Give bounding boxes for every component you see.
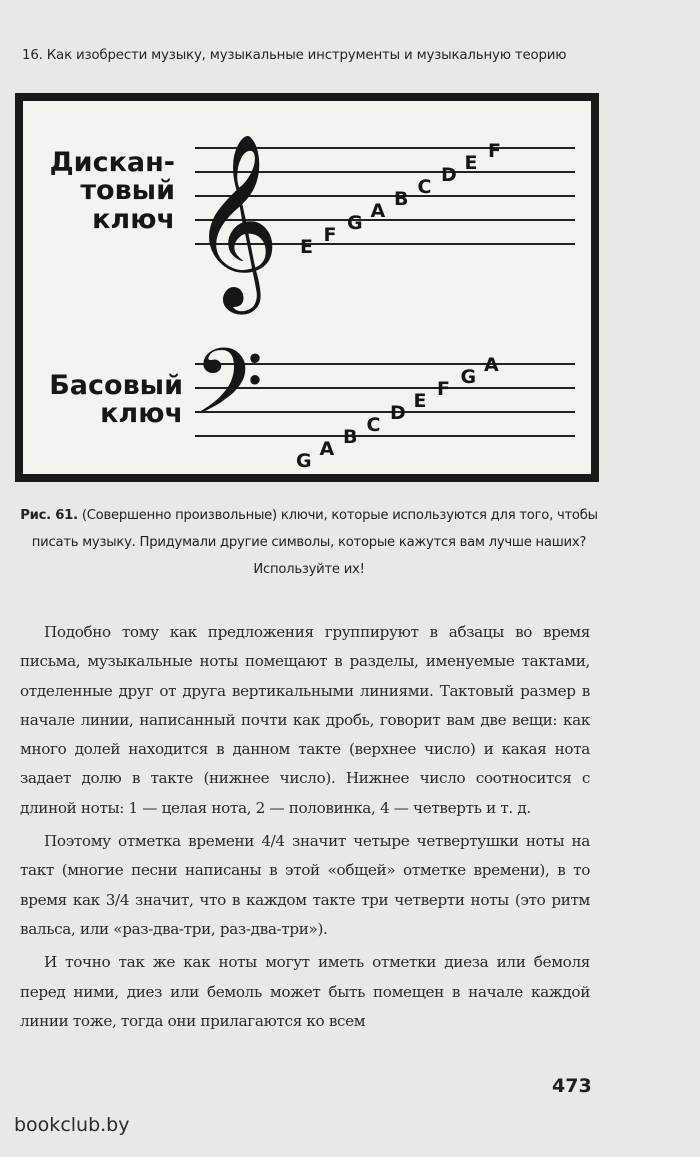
bass-label-line: Басовый [49,370,183,401]
bass-note-0: G [296,450,312,472]
bass-note-2: B [343,426,358,448]
caption-text: (Совершенно произвольные) ключи, которые используются для того, чтобы писать музыку. Придумали другие символы, которые кажутся вам лучше наших? Используйте их! [31,508,598,577]
bass-note-1: A [319,438,335,460]
treble-note-4: B [394,188,409,210]
bass-clef-icon: 𝄢 [193,329,264,457]
treble-label-line: товый [80,175,175,207]
treble-note-7: E [464,152,478,174]
treble-note-2: G [347,212,363,234]
treble-label-line: Дискан- [49,147,175,178]
bass-note-6: F [437,378,450,400]
running-head: 16. Как изобрести музыку, музыкальные инструменты и музыкальную теорию [22,48,567,63]
treble-note-8: F [488,140,501,162]
treble-note-0: E [300,236,313,258]
watermark-text: bookclub.by [14,1114,130,1136]
treble-label-line: ключ [92,203,175,235]
treble-note-letters [300,140,501,258]
body-text [20,618,590,1036]
treble-clef-icon: 𝄞 [191,133,280,307]
paragraph: Подобно тому как предложения группируют в абзацы во время письма, музыкальные ноты помещают в разделы, именуемые тактами, отделенные друг от друга вертикальными линиями. Тактовый размер в начале линии, написанный почти как дробь, говорит вам две вещи: как много долей находится в данном такте (верхнее число) и какая нота задает долю в такте (нижнее число). Нижнее число соотносится с длиной ноты: 1 — целая нота, 2 — половинка, 4 — четверть и т. д. [20,623,590,817]
treble-note-5: C [417,176,432,198]
bass-note-3: C [366,414,381,436]
treble-note-3: A [370,200,386,222]
figure-number: Рис. 61. [20,508,78,523]
treble-clef-label [45,149,175,234]
paragraph: И точно так же как ноты могут иметь отметки диеза или бемоля перед ними, диез или бемоль может быть помещен в начале каждой линии тоже, тогда они прилагаются ко всем [20,953,590,1030]
bass-clef-label [33,372,183,429]
treble-note-1: F [323,224,337,246]
treble-note-6: D [441,164,457,186]
bass-note-7: G [460,366,477,388]
paragraph: Поэтому отметка времени 4/4 значит четыре четвертушки ноты на такт (многие песни написаны в этой «общей» отметке времени), в то время как 3/4 значит, что в каждом такте три четверти ноты (это ритм вальса, или «раз-два-три, раз-два-три»). [20,832,590,938]
bass-note-8: A [484,354,499,376]
bass-note-5: E [413,390,427,412]
page-number: 473 [552,1075,592,1097]
figure-caption [14,502,604,583]
bass-label-line: ключ [100,398,183,430]
bass-note-4: D [390,402,406,424]
clef-figure [15,93,599,482]
